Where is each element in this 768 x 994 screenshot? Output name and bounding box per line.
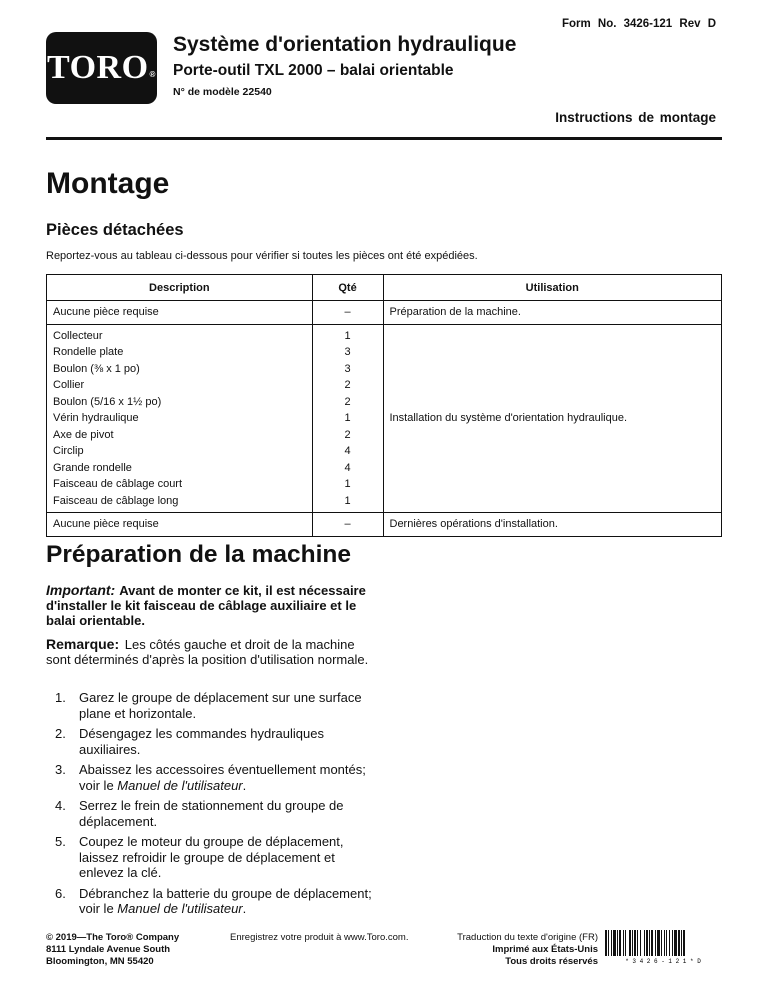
part-name: Axe de pivot <box>53 428 114 441</box>
section-title: Montage <box>46 167 170 200</box>
barcode-bar <box>657 930 660 956</box>
manual-reference: Manuel de l'utilisateur <box>117 777 243 793</box>
parts-intro: Reportez-vous au tableau ci-dessous pour vérifier si toutes les pièces ont été expédiées. <box>46 250 478 262</box>
barcode-bar <box>617 930 618 956</box>
row-use: Installation du système d'orientation hydraulique. <box>383 324 722 513</box>
row-use: Dernières opérations d'installation. <box>383 513 722 537</box>
part-qty: 1 <box>344 494 351 507</box>
column-header-description: Description <box>47 275 313 301</box>
barcode-bar <box>661 930 662 956</box>
step-number: 6. <box>55 885 66 901</box>
barcode-bar <box>644 930 645 956</box>
remark-label: Remarque: <box>46 636 120 652</box>
remark-note <box>46 637 371 667</box>
table-row <box>47 513 722 537</box>
important-label: Important: <box>46 582 116 598</box>
barcode-bar <box>678 930 680 956</box>
step-text: Désengagez les commandes hydrauliques auxiliaires. <box>79 726 324 757</box>
toro-logo <box>46 32 157 104</box>
part-name: Collier <box>53 379 85 391</box>
parts-heading: Pièces détachées <box>46 221 184 239</box>
model-number: N° de modèle 22540 <box>173 86 272 98</box>
list-item <box>46 798 376 829</box>
step-text: Coupez le moteur du groupe de déplacement, laissez refroidir le groupe de déplacement et enlevez la clé. <box>79 834 344 880</box>
barcode-bar <box>666 930 667 956</box>
barcode-bar <box>669 930 670 956</box>
row-qty: – <box>312 513 383 537</box>
step-text-end: . <box>242 901 247 916</box>
part-qty: 1 <box>344 329 351 342</box>
part-name: Rondelle plate <box>53 346 124 358</box>
step-number: 2. <box>55 726 66 741</box>
register-note: Enregistrez votre produit à www.Toro.com. <box>230 932 409 943</box>
barcode-bars <box>605 930 685 956</box>
footer-print-block <box>430 932 598 968</box>
table-header-row <box>47 275 722 301</box>
part-name: Vérin hydraulique <box>53 412 139 424</box>
step-number: 4. <box>55 798 66 813</box>
step-text: Garez le groupe de déplacement sur une surface plane et horizontale. <box>79 690 362 721</box>
barcode <box>604 930 722 964</box>
footer-copyright-block <box>46 932 179 968</box>
barcode-bar <box>629 930 631 956</box>
remark-text: Les côtés gauche et droit de la machine sont déterminés d'après la position d'utilisation normale. <box>46 637 369 667</box>
barcode-bar <box>632 930 633 956</box>
step-text: Débranchez la batterie du groupe de déplacement; voir le <box>79 885 372 916</box>
list-item <box>46 834 376 881</box>
barcode-bar <box>646 930 648 956</box>
step-text: Serrez le frein de stationnement du groupe de déplacement. <box>79 798 344 829</box>
barcode-text: * 3 4 2 6 - 1 2 1 * D <box>625 958 701 964</box>
barcode-bar <box>637 930 638 956</box>
row-qty: – <box>312 301 383 325</box>
barcode-bar <box>608 930 609 956</box>
step-text-end: . <box>242 777 247 793</box>
step-text: Abaissez les accessoires éventuellement montés; voir le <box>79 762 366 793</box>
barcode-bar <box>664 930 665 956</box>
part-qty: 2 <box>344 395 351 408</box>
barcode-bar <box>611 930 612 956</box>
form-number: Form No. 3426-121 Rev D <box>561 18 716 30</box>
part-name: Boulon (5/16 x 1½ po) <box>53 395 162 408</box>
prep-steps-list <box>46 690 376 922</box>
important-note <box>46 583 371 628</box>
printed-in: Imprimé aux États-Unis <box>492 944 598 955</box>
parts-table <box>46 274 722 537</box>
copyright: © 2019—The Toro® Company <box>46 932 180 943</box>
list-item <box>46 690 376 721</box>
part-name: Boulon (⅜ x 1 po) <box>53 362 140 375</box>
list-item <box>46 886 376 917</box>
logo-registered-mark: ® <box>149 69 156 79</box>
list-item <box>46 762 376 793</box>
barcode-bar <box>619 930 621 956</box>
part-qty: 1 <box>344 412 351 424</box>
document-title: Système d'orientation hydraulique <box>173 33 517 56</box>
list-item <box>46 726 376 757</box>
barcode-bar <box>613 930 616 956</box>
barcode-bar <box>634 930 636 956</box>
row-description: Aucune pièce requise <box>47 301 313 325</box>
barcode-bar <box>605 930 607 956</box>
step-number: 5. <box>55 834 66 849</box>
rights-reserved: Tous droits réservés <box>505 956 598 967</box>
barcode-bar <box>681 930 682 956</box>
row-description-list <box>47 324 313 513</box>
document-subtitle: Porte-outil TXL 2000 – balai orientable <box>173 62 454 79</box>
barcode-bar <box>655 930 656 956</box>
prep-section-title: Préparation de la machine <box>46 541 351 568</box>
barcode-bar <box>651 930 653 956</box>
part-name: Circlip <box>53 445 84 457</box>
barcode-bar <box>672 930 673 956</box>
part-qty: 4 <box>344 445 351 457</box>
row-qty-list <box>312 324 383 513</box>
part-qty: 3 <box>344 346 351 358</box>
part-qty: 1 <box>344 478 351 490</box>
logo-text: TORO <box>47 49 149 86</box>
part-name: Collecteur <box>53 329 103 342</box>
part-qty: 2 <box>344 428 351 441</box>
barcode-bar <box>649 930 650 956</box>
document-type: Instructions de montage <box>555 110 716 125</box>
address-line-2: Bloomington, MN 55420 <box>46 956 154 967</box>
barcode-bar <box>625 930 626 956</box>
important-text: Avant de monter ce kit, il est nécessaire d'installer le kit faisceau de câblage auxiliaire et le balai orientable. <box>46 583 366 628</box>
part-qty: 2 <box>344 379 351 391</box>
row-use: Préparation de la machine. <box>383 301 722 325</box>
header-rule <box>46 137 722 140</box>
table-row <box>47 324 722 513</box>
row-description: Aucune pièce requise <box>47 513 313 537</box>
address-line-1: 8111 Lyndale Avenue South <box>46 944 171 955</box>
barcode-bar <box>640 930 641 956</box>
part-name: Faisceau de câblage long <box>53 494 179 507</box>
part-qty: 3 <box>344 362 351 375</box>
table-row <box>47 301 722 325</box>
part-qty: 4 <box>344 461 351 474</box>
part-name: Grande rondelle <box>53 461 132 474</box>
translation-note: Traduction du texte d'origine (FR) <box>457 932 598 943</box>
column-header-qty: Qté <box>312 275 383 301</box>
barcode-bar <box>674 930 677 956</box>
barcode-bar <box>683 930 685 956</box>
column-header-use: Utilisation <box>383 275 722 301</box>
step-number: 1. <box>55 690 66 705</box>
barcode-bar <box>623 930 624 956</box>
manual-reference: Manuel de l'utilisateur <box>117 901 243 916</box>
step-number: 3. <box>55 762 66 777</box>
part-name: Faisceau de câblage court <box>53 478 183 490</box>
